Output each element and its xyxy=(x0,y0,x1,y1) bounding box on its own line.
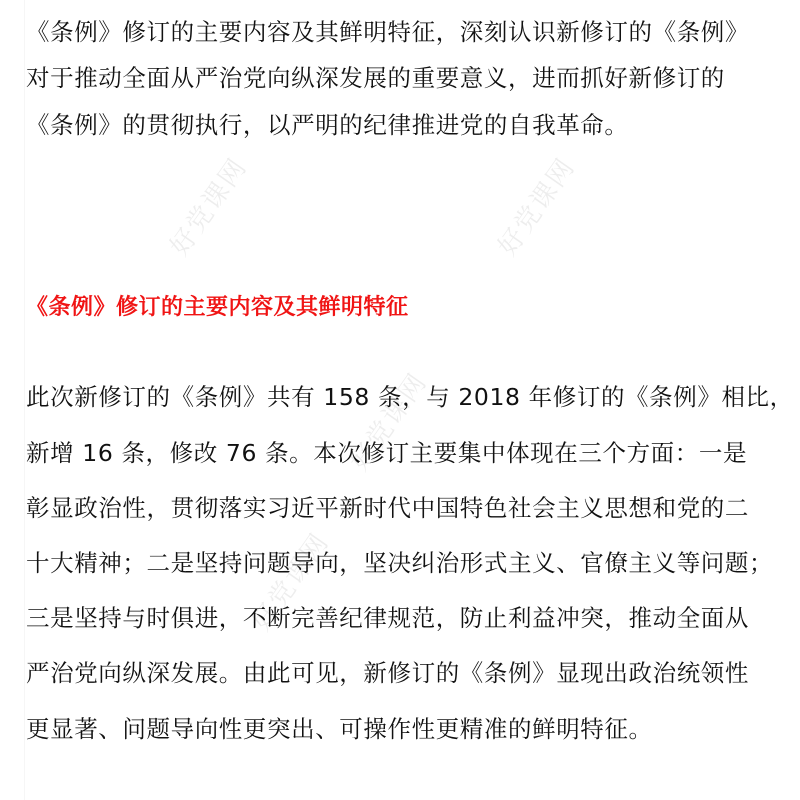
body-line: 新增 16 条，修改 76 条。本次修订主要集中体现在三个方面：一是 xyxy=(26,439,748,467)
body-line: 彰显政治性，贯彻落实习近平新时代中国特色社会主义思想和党的二 xyxy=(26,494,749,522)
intro-line: 《条例》的贯彻执行，以严明的纪律推进党的自我革命。 xyxy=(26,111,629,139)
body-line: 三是坚持与时俱进，不断完善纪律规范，防止利益冲突，推动全面从 xyxy=(26,604,749,632)
body-line: 此次新修订的《条例》共有 158 条，与 2018 年修订的《条例》相比， xyxy=(26,383,794,411)
watermark: 好党课网 xyxy=(246,527,336,637)
watermark: 好党课网 xyxy=(492,152,582,262)
section-heading: 《条例》修订的主要内容及其鲜明特征 xyxy=(26,295,409,320)
intro-line: 对于推动全面从严治党向纵深发展的重要意义，进而抓好新修订的 xyxy=(26,64,725,92)
body-line: 十大精神；二是坚持问题导向，坚决纠治形式主义、官僚主义等问题； xyxy=(26,549,774,577)
intro-line: 《条例》修订的主要内容及其鲜明特征，深刻认识新修订的《条例》 xyxy=(26,18,749,46)
body-line: 更显著、问题导向性更突出、可操作性更精准的鲜明特征。 xyxy=(26,715,653,743)
body-line: 严治党向纵深发展。由此可见，新修订的《条例》显现出政治统领性 xyxy=(26,659,749,687)
watermark: 好党课网 xyxy=(344,367,434,477)
watermark: 好党课网 xyxy=(164,152,254,262)
